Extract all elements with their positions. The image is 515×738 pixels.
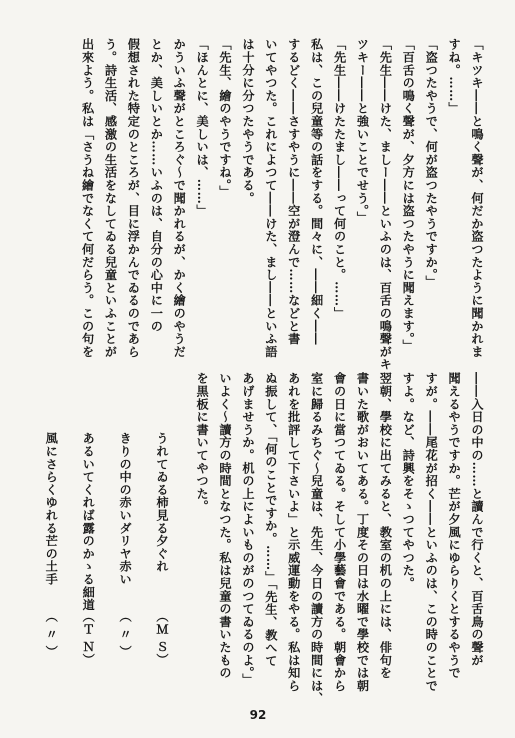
upper-text-block [65,38,488,371]
text-line: 出來よう。私は「さうね繪でなくて何だらう。この句を [80,38,95,358]
poem-line [76,432,99,682]
text-line: 「キツキ――と鳴く聲が、何だか盗つたように聞かれま [470,38,484,358]
text-line: を黒板に書いてやつた。 [195,372,210,513]
page-number: 92 [249,708,267,722]
poem-text: きりの中の赤いダリヤ赤い [118,432,133,586]
text-line: う。詩生活、感激の生活をなしてゐる兒童といふことが [103,38,118,358]
text-line: すね。……」 [447,38,462,115]
text-line: 室に歸るみちぐ～兒童は、先生、今日の讀方の時間には、 [309,372,324,705]
text-line: 「先生――けたたまし――って何のこと。……」 [332,38,347,320]
text-line: いてやつた。これによつて――けた、まし――といふ語 [263,38,278,358]
text-line: は十分に分つたやうである。 [240,38,255,205]
text-line: すが。――尾花が招く――といふのは、この時のことで [424,372,439,692]
text-line: 「盗つたやうで、何が盗つたやうですか。」 [424,38,439,288]
text-line: 翌朝、學校に出てみると、教室の机の上には、俳句を [378,372,393,680]
text-line: ――入日の中の……と讀んで行くと、百舌鳥の聲が [470,372,484,667]
text-line: 「ほんとに、美しいは、……」 [195,38,210,218]
poem-block [28,432,173,682]
text-line: 私は、この兒童等の話をする。間々に、――細く―― [309,38,324,346]
poem-line [113,432,136,682]
text-line: とか、美しいとか……いふのは、自分の心中に一の [149,38,164,333]
text-line: あれを批評して下さいよ」と示威運動をやる。私は知ら [286,372,301,692]
poem-text: うれてゐる柿見る夕ぐれ [155,432,169,573]
lower-text-block [190,372,488,705]
text-line: 假想された特定のところが、目に浮かんでゐるのであら [126,38,141,358]
text-line: ツキー――と強いことでせう。」 [355,38,370,224]
poem-author: （Ｍ Ｓ） [155,610,169,667]
text-line: ぬ振して、「何のことですか。……」「先生、教へて [263,372,278,667]
text-line: 書いた歌がおいてある。丁度その日は水曜で學校では朝 [355,372,370,692]
poem-author: （ 〃 ） [118,610,133,659]
text-line: かういふ聲がところぐ～で聞かれるが、かく繪のやうだ [172,38,187,358]
text-line: すよ。など、詩興をそゝつてやつた。 [401,372,416,590]
text-line: あげませうか。机の上によいものがのつてゐるのよ。」 [240,372,255,686]
text-line: 聞えるやうですか。芒が夕風にゆらりくとするやうで [447,372,462,680]
text-line: 「百舌の鳴く聲が、夕方には盗つたやうに聞えます。」 [401,38,416,352]
text-line: 「先生、繪のやうですね。」 [218,38,233,199]
text-line: いよく～讀方の時間となつた。私は兒童の書いたもの [218,372,233,680]
poem-line [39,432,62,682]
poem-author: （ 〃 ） [44,610,59,659]
text-line: するどく――さすやうに――空が澄んで……などと書 [286,38,301,346]
poem-text: 風にさらくゆれる芒の土手 [44,432,59,586]
text-line: 會の日に當つてゐる。そして小學藝會である。朝會から [332,372,347,692]
poem-line [150,432,173,682]
poem-text: あるいてくれば露のかゝる細道 [81,432,96,612]
text-line: 「先生――けた、ましー――といふのは、百舌の鳴聲がキ [378,38,393,371]
poem-author: （Ｔ Ｎ） [81,610,96,667]
